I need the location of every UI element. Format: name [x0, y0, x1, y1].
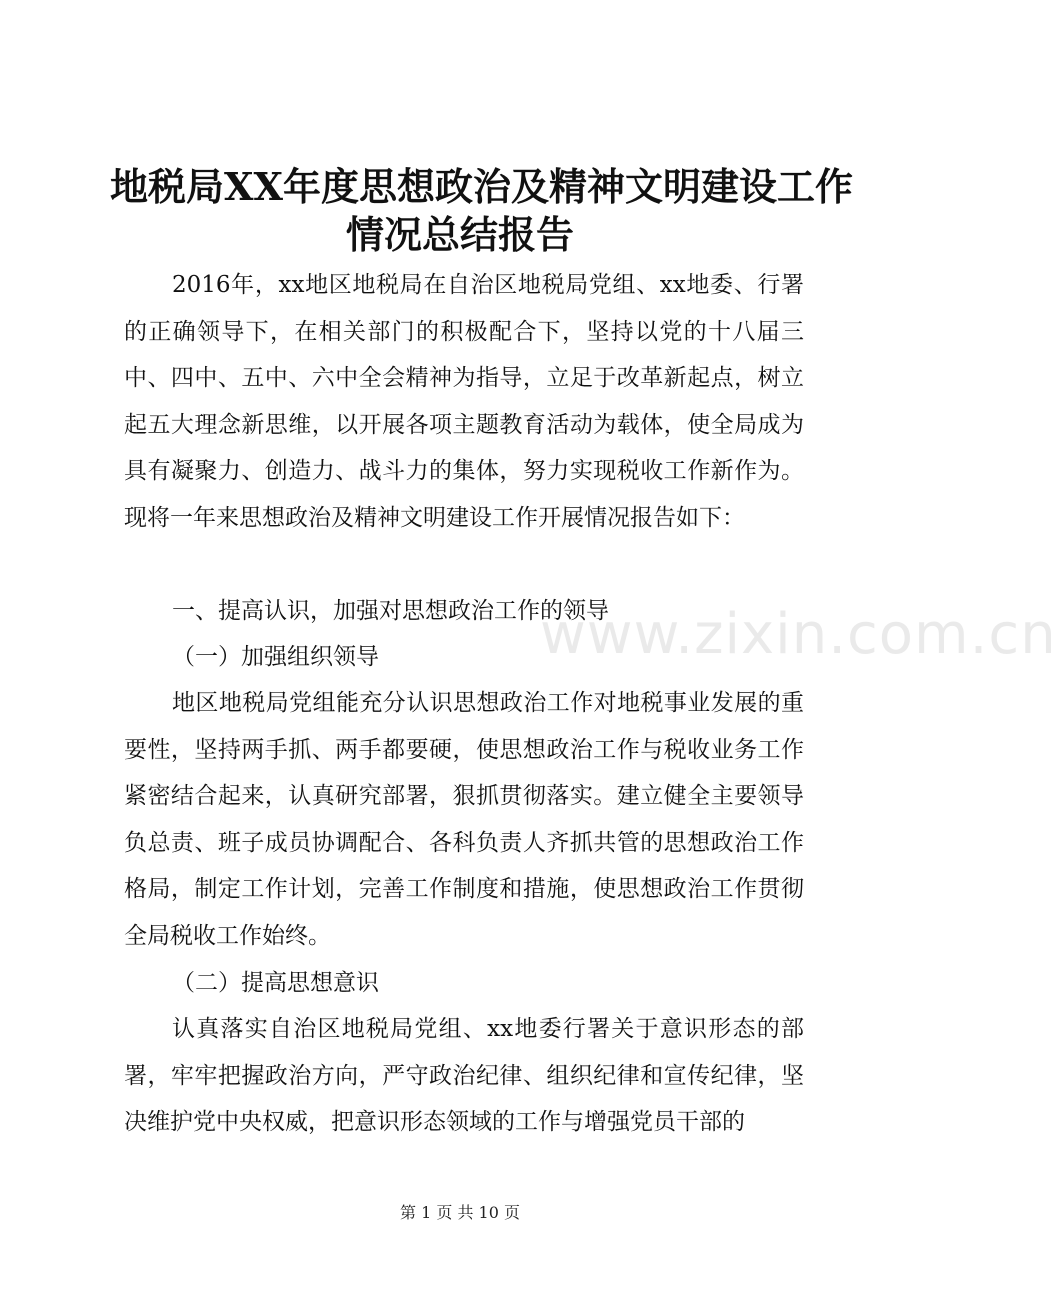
subsection2-paragraph: 认真落实自治区地税局党组、xx地委行署关于意识形态的部署，牢牢把握政治方向，严守政治纪律、组织纪律和宣传纪律，坚决维护党中央权威，把意识形态领域的工作与增强党员干部的 [124, 1016, 804, 1135]
subsection1-heading: （一）加强组织领导 [172, 644, 379, 670]
intro-paragraph: 2016年，xx地区地税局在自治区地税局党组、xx地委、行署的正确领导下，在相关部门的积极配合下，坚持以党的十八届三中、四中、五中、六中全会精神为指导，立足于改革新起点，树立起五大理念新思维，以开展各项主题教育活动为载体，使全局成为具有凝聚力、创造力、战斗力的集体，努力实现税收工作新作为。现将一年来思想政治及精神文明建设工作开展情况报告如下： [124, 272, 804, 531]
page-footer: 第 1 页 共 10 页 [400, 1203, 520, 1222]
subsection2-heading: （二）提高思想意识 [172, 970, 379, 996]
document-title-line1: 地税局XX年度思想政治及精神文明建设工作 [110, 164, 853, 209]
document-title-line2: 情况总结报告 [345, 212, 574, 257]
subsection1-paragraph: 地区地税局党组能充分认识思想政治工作对地税事业发展的重要性，坚持两手抓、两手都要硬，使思想政治工作与税收业务工作紧密结合起来，认真研究部署，狠抓贯彻落实。建立健全主要领导负总责、班子成员协调配合、各科负责人齐抓共管的思想政治工作格局，制定工作计划，完善工作制度和措施，使思想政治工作贯彻全局税收工作始终。 [124, 690, 804, 949]
section1-heading: 一、提高认识，加强对思想政治工作的领导 [172, 598, 609, 624]
watermark: www.zixin.com.cn [540, 602, 1057, 667]
